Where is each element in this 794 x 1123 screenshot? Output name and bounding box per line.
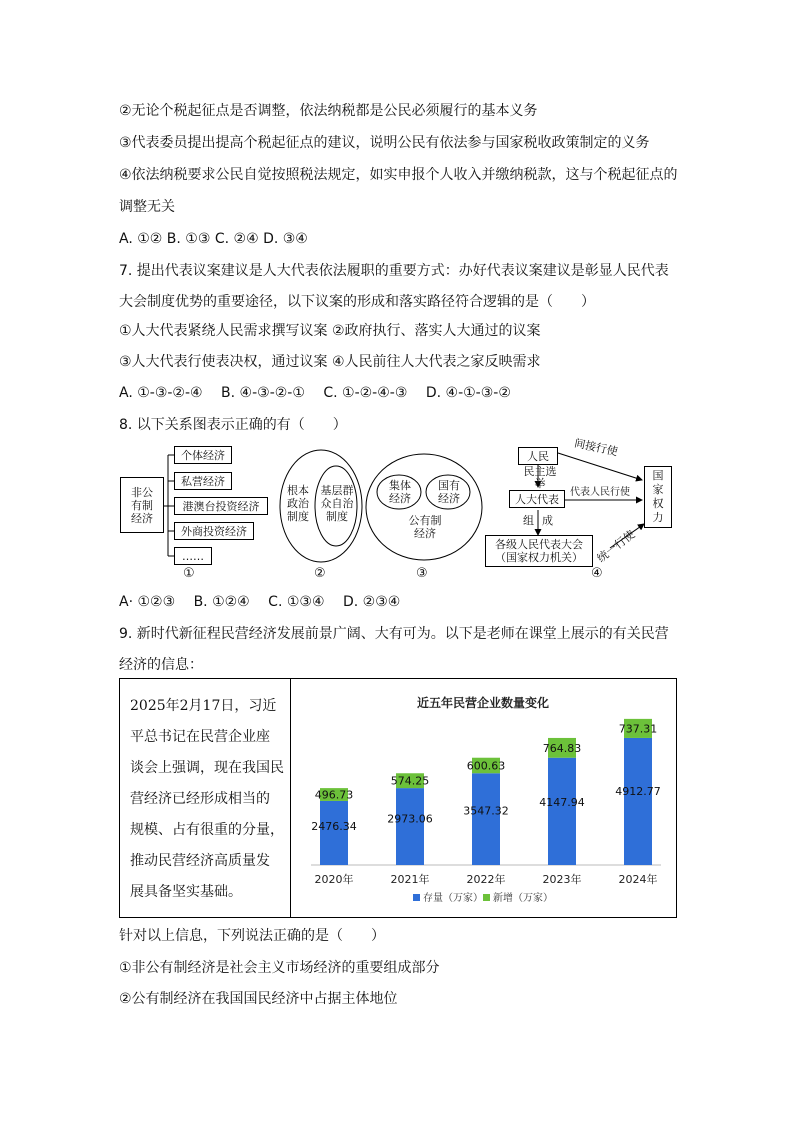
q7-options-1: ①人大代表紧绕人民需求撰写议案 ②政府执行、落实人大通过的议案	[119, 323, 541, 339]
q7-stem-1: 7. 提出代表议案建议是人大代表依法履职的重要方式：办好代表议案建议是彰显人民代表	[119, 263, 669, 279]
d4-congress: 各级人民代表大会 （国家权力机关）	[485, 535, 593, 567]
label-stock-3: 4147.94	[539, 795, 585, 809]
legend-swatch-new	[483, 894, 490, 901]
d4-indirect-label: 间接行使	[573, 436, 619, 459]
legend-label-new: 新增（万家）	[493, 893, 553, 904]
tick-label-1: 2021年	[390, 873, 430, 886]
q8-stem: 8. 以下关系图表示正确的有（ ）	[119, 417, 347, 433]
label-new-1: 574.25	[390, 774, 430, 788]
d3-number: ③	[416, 566, 428, 581]
d1-item-4: 外商投资经济	[174, 522, 254, 540]
option-2: ②无论个税起征点是否调整，依法纳税都是公民必须履行的基本义务	[119, 103, 538, 119]
q9-option-2: ②公有制经济在我国国民经济中占据主体地位	[119, 991, 398, 1007]
q9-option-1: ①非公有制经济是社会主义市场经济的重要组成部分	[119, 960, 440, 976]
label-stock-0: 2476.34	[311, 819, 357, 833]
private-enterprise-chart	[291, 679, 676, 917]
tick-label-2: 2022年	[466, 873, 506, 886]
d4-number: ④	[591, 566, 603, 581]
q9-stem-2: 经济的信息：	[119, 657, 203, 673]
q7-stem-2: 大会制度优势的重要途径，以下议案的形成和落实路径符合逻辑的是（ ）	[119, 294, 595, 310]
bar-stock-1	[396, 788, 424, 865]
d1-item-3: 港澳台投资经济	[174, 497, 268, 515]
d4-elect-label: 民主选举	[523, 465, 557, 490]
label-stock-2: 3547.32	[463, 804, 509, 818]
bar-stock-0	[320, 801, 348, 865]
legend-swatch-stock	[413, 894, 420, 901]
label-new-4: 737.31	[618, 722, 658, 736]
q9-question: 针对以上信息，下列说法正确的是（ ）	[119, 928, 385, 944]
label-stock-4: 4912.77	[615, 785, 661, 799]
label-stock-1: 2973.06	[387, 812, 433, 826]
q8-choices: A· ①②③ B. ①②④ C. ①③④ D. ②③④	[119, 594, 401, 610]
d3-ovals	[364, 452, 484, 562]
d1-item-2: 私营经济	[174, 472, 232, 490]
label-new-2: 600.63	[466, 759, 506, 773]
bar-stock-4	[624, 738, 652, 865]
d4-npc-rep: 人大代表	[509, 490, 565, 508]
d4-represent-label: 代表人民行使	[570, 487, 630, 498]
d1-item-5: ……	[174, 547, 212, 565]
d1-item-1: 个体经济	[174, 446, 232, 464]
label-new-3: 764.83	[542, 741, 582, 755]
q6-choices: A. ①② B. ①③ C. ②④ D. ③④	[119, 231, 308, 247]
tick-label-4: 2024年	[618, 873, 658, 886]
d4-form-label: 组成	[523, 514, 561, 527]
d4-people: 人民	[518, 447, 558, 465]
chart-title: 近五年民营企业数量变化	[416, 696, 550, 710]
tick-label-3: 2023年	[542, 873, 582, 886]
bar-stock-3	[548, 758, 576, 865]
d2-number: ②	[314, 566, 326, 581]
q7-choices: A. ①-③-②-④ B. ④-③-②-① C. ①-②-④-③ D. ④-①-③-②	[119, 385, 511, 401]
option-3: ③代表委员提出提高个税起征点的建议，说明公民有依法参与国家税收政策制定的义务	[119, 135, 650, 151]
option-4: ④依法纳税要求公民自觉按照税法规定，如实申报个人收入并缴纳税款，这与个税起征点的	[119, 167, 678, 183]
d4-power: 国家权力	[644, 466, 672, 528]
bar-stock-2	[472, 773, 500, 865]
d2-outer-label: 根本政治制度	[287, 484, 309, 523]
d3-right-label: 国有经济	[438, 479, 460, 505]
d2-inner-label: 基层群众自治制度	[320, 484, 354, 523]
label-new-0: 496.73	[314, 788, 354, 802]
d1-root: 非公有制经济	[120, 477, 164, 533]
legend-label-stock: 存量（万家）	[423, 893, 483, 904]
tick-label-0: 2020年	[314, 873, 354, 886]
d3-outer-label: 公有制经济	[408, 514, 442, 540]
q7-options-2: ③人大代表行使表决权，通过议案 ④人民前往人大代表之家反映需求	[119, 354, 541, 370]
d4-unified-label: 统一行使	[594, 527, 638, 566]
d1-number: ①	[183, 566, 195, 581]
option-4-cont: 调整无关	[119, 199, 175, 215]
info-box	[119, 678, 677, 918]
quote-text: 2025年2月17日，习近 平总书记在民营企业座 谈会上强调，现在我国民 营经济已经形成相当的 规模、占有很重的分量， 推动民营经济高质量发 展具备坚实基础。	[130, 698, 284, 900]
d3-left-label: 集体经济	[389, 479, 411, 505]
q9-stem-1: 9. 新时代新征程民营经济发展前景广阔、大有可为。以下是老师在课堂上展示的有关民营	[119, 626, 669, 642]
